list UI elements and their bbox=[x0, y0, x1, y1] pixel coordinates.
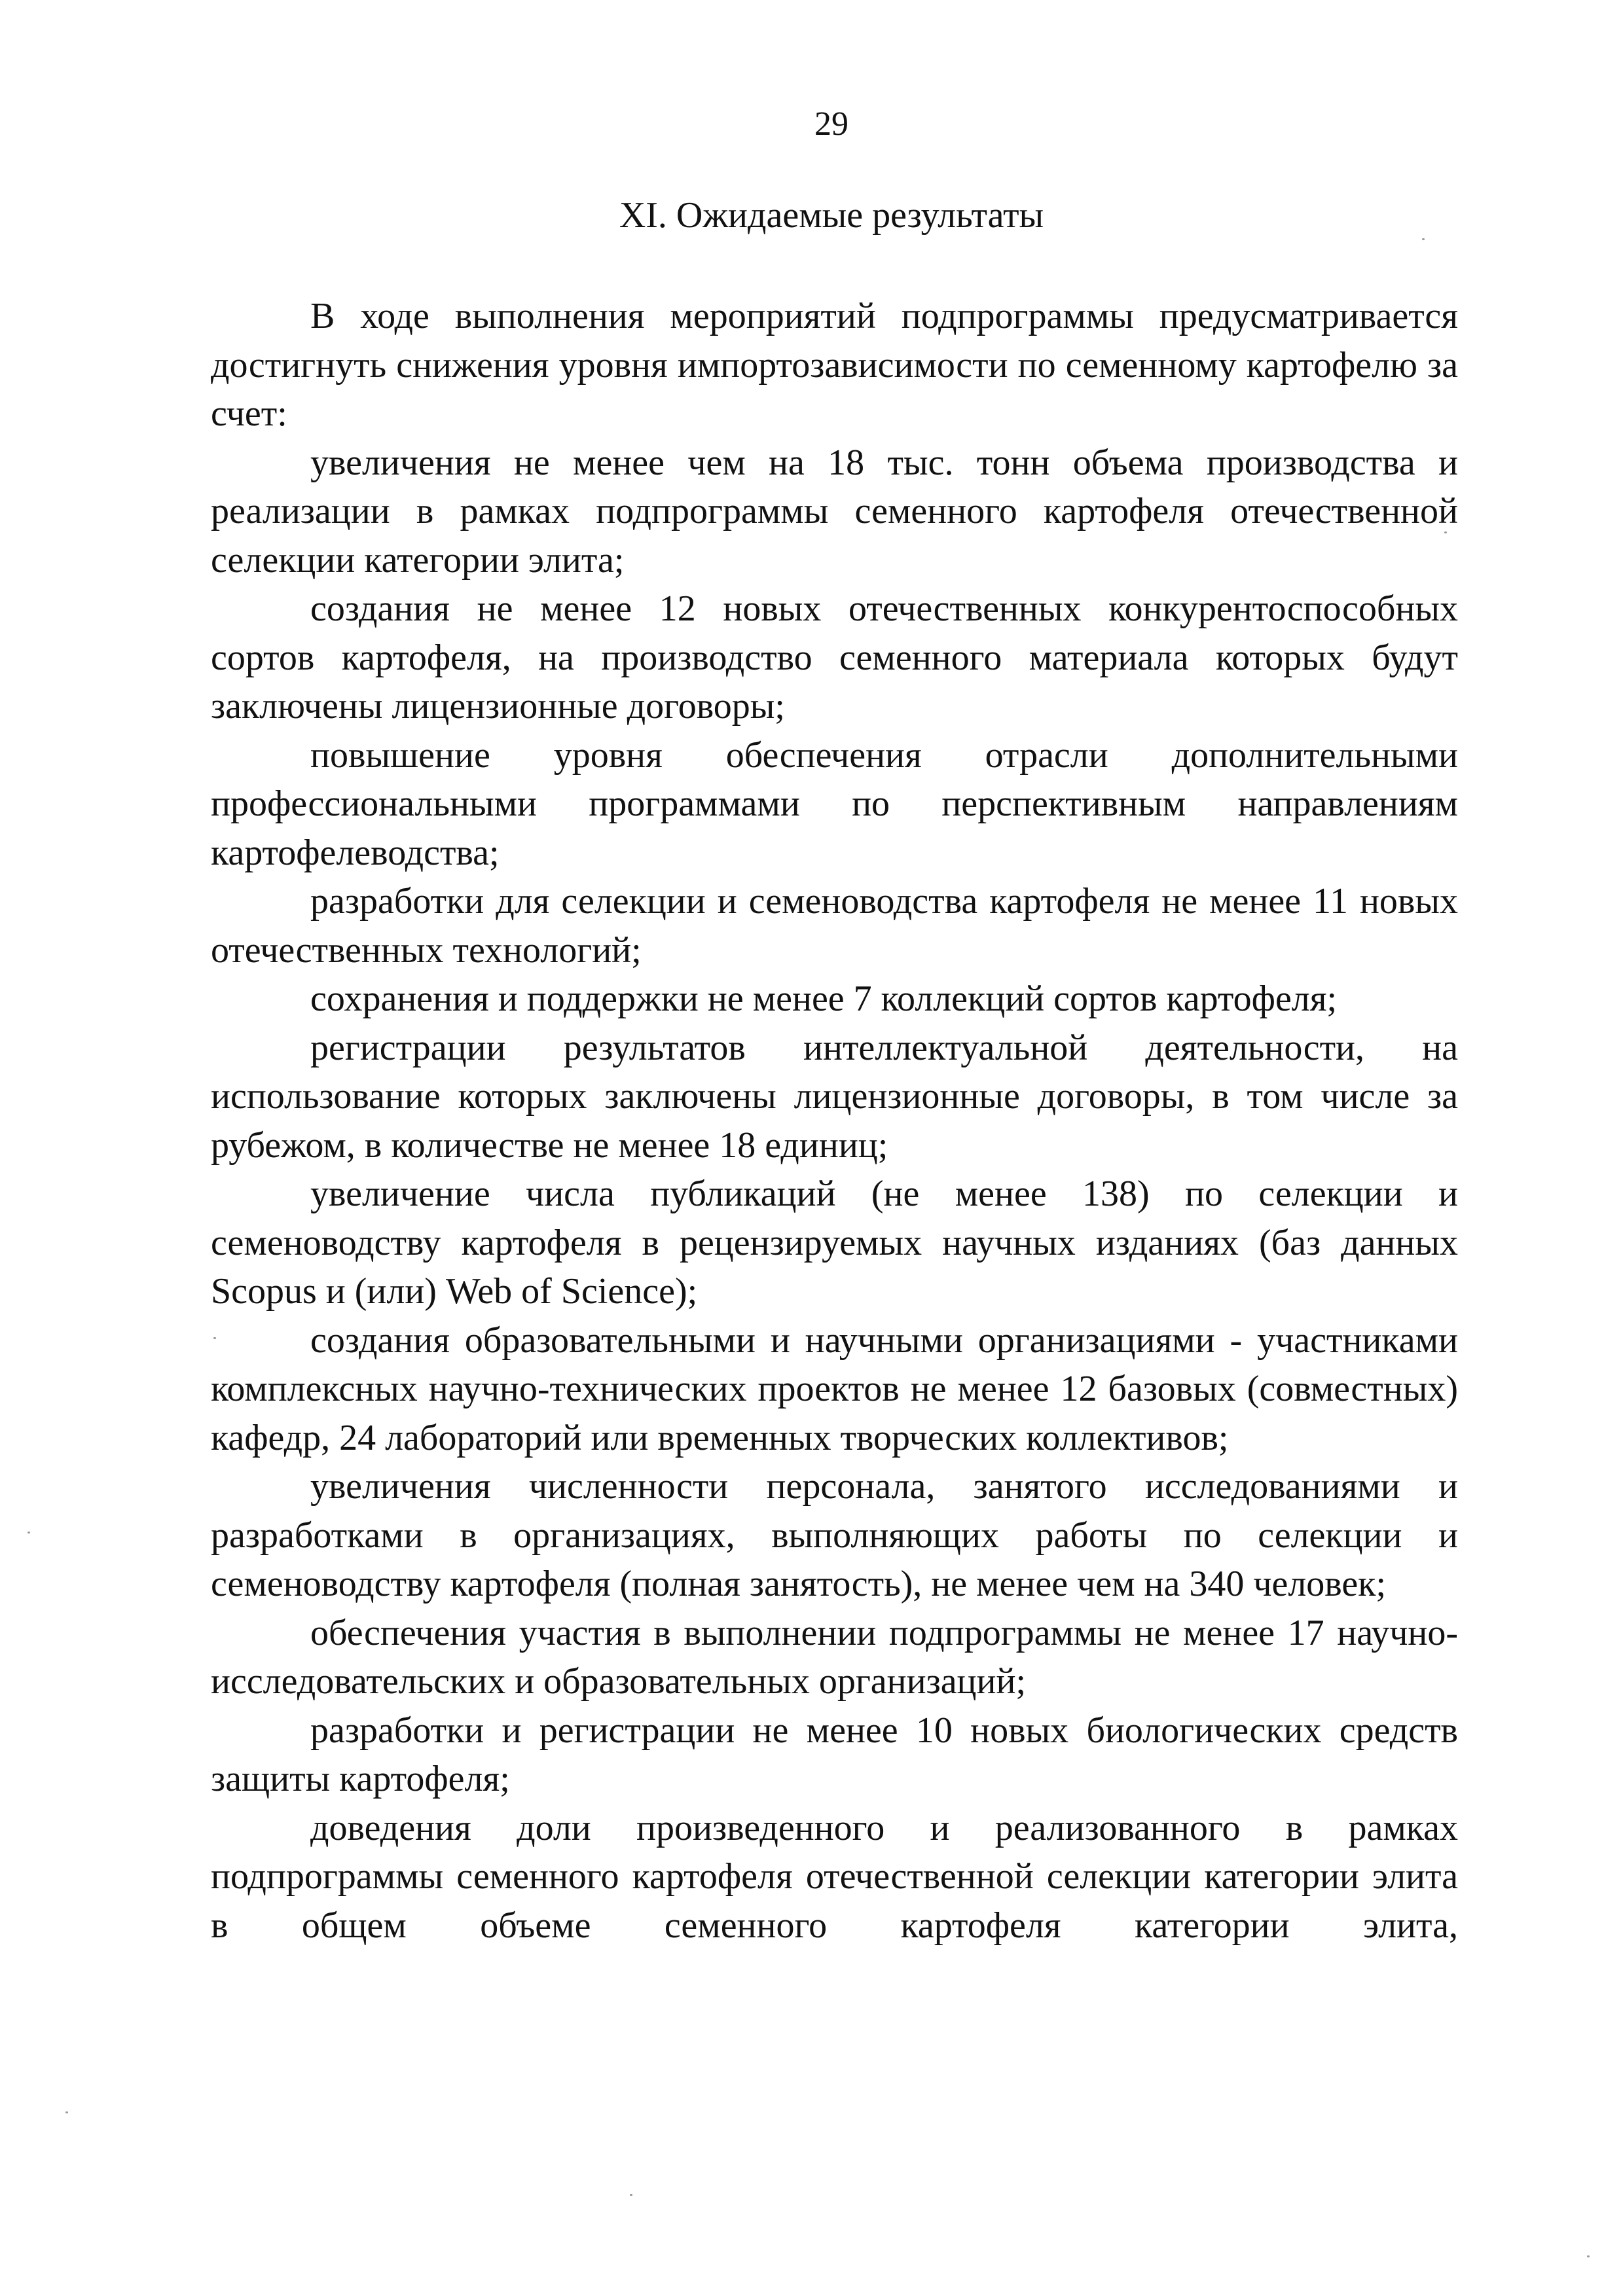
scan-speck bbox=[1587, 2255, 1590, 2257]
page-number: 29 bbox=[814, 105, 848, 143]
paragraph-item: создания не менее 12 новых отечественных конкурентоспособных сортов картофеля, на производство семенного материала которых будут заключены лицензионные договоры; bbox=[211, 588, 1458, 726]
paragraph-item: обеспечения участия в выполнении подпрограммы не менее 17 научно-исследовательских и образовательных организаций; bbox=[211, 1612, 1458, 1702]
paragraph-item: увеличения численности персонала, занятого исследованиями и разработками в организациях, выполняющих работы по селекции и семеноводству картофеля (полная занятость), не менее чем на 340 человек; bbox=[211, 1466, 1458, 1604]
scan-speck bbox=[630, 2194, 632, 2196]
paragraph-item: повышение уровня обеспечения отрасли дополнительными профессиональными программами по перспективным направлениям картофелеводства; bbox=[211, 734, 1458, 873]
paragraph-item: создания образовательными и научными организациями - участниками комплексных научно-технических проектов не менее 12 базовых (совместных) кафедр, 24 лабораторий или временных творческих коллективов; bbox=[211, 1319, 1458, 1458]
section-title: XI. Ожидаемые результаты bbox=[619, 195, 1044, 236]
paragraph-item: доведения доли произведенного и реализованного в рамках подпрограммы семенного картофеля отечественной селекции категории элита в общем объеме семенного картофеля категории элита, bbox=[211, 1807, 1458, 1946]
paragraph-item: разработки для селекции и семеноводства картофеля не менее 11 новых отечественных технологий; bbox=[211, 881, 1458, 971]
paragraph-item: сохранения и поддержки не менее 7 коллекций сортов картофеля; bbox=[310, 978, 1338, 1019]
scan-speck bbox=[1444, 531, 1447, 533]
scan-speck bbox=[65, 2111, 68, 2113]
paragraph-item: увеличение числа публикаций (не менее 138) по селекции и семеноводству картофеля в рецензируемых научных изданиях (баз данных Scopus и (или) Web of Science); bbox=[211, 1174, 1458, 1312]
paragraph-item: разработки и регистрации не менее 10 новых биологических средств защиты картофеля; bbox=[211, 1710, 1458, 1799]
paragraph-item: увеличения не менее чем на 18 тыс. тонн объема производства и реализации в рамках подпрограммы семенного картофеля отечественной селекции категории элита; bbox=[211, 442, 1458, 581]
scan-speck bbox=[27, 1532, 30, 1534]
scan-speck bbox=[213, 1337, 216, 1339]
paragraph-intro: В ходе выполнения мероприятий подпрограммы предусматривается достигнуть снижения уровня импортозависимости по семенному картофелю за счет: bbox=[211, 296, 1458, 434]
scan-speck bbox=[1422, 238, 1425, 240]
paragraph-item: регистрации результатов интеллектуальной деятельности, на использование которых заключены лицензионные договоры, в том числе за рубежом, в количестве не менее 18 единиц; bbox=[211, 1027, 1458, 1166]
document-body bbox=[211, 292, 1458, 1950]
